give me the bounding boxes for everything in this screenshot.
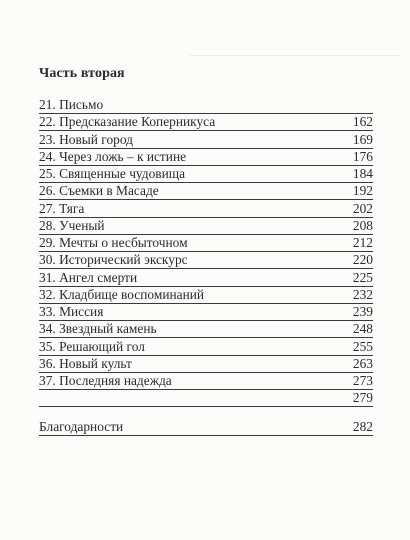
toc-entry-title: 27. Тяга [39, 200, 85, 216]
toc-entry-page: 162 [352, 114, 373, 130]
toc-entry [39, 149, 373, 165]
toc-entry-title: 37. Последняя надежда [39, 373, 172, 388]
toc-entry-page: 202 [352, 200, 373, 216]
toc-entry-page: 239 [352, 304, 373, 319]
toc-entry [39, 97, 373, 113]
toc-entry-title: 32. Кладбище воспоминаний [39, 286, 205, 302]
toc-entry-page: 248 [352, 321, 373, 337]
toc-entry-title: 22. Предсказание Коперникуса [39, 114, 216, 130]
toc-entry-title: 33. Миссия [39, 304, 104, 319]
toc-entry-page: 279 [352, 390, 373, 406]
toc-entry-page: 192 [352, 183, 373, 199]
toc-entry-page: 273 [352, 373, 373, 388]
toc-entry-underline [39, 435, 373, 436]
toc-entry-title: 29. Мечты о несбыточном [39, 235, 188, 250]
toc-entry-page: 263 [352, 355, 373, 371]
toc-entry-page: 225 [352, 269, 373, 285]
toc-entry [39, 373, 373, 389]
toc-entry-title: 23. Новый город [39, 131, 133, 147]
toc-entry [39, 132, 373, 148]
toc-entry-title: 25. Священные чудовища [39, 166, 186, 181]
toc-entry-title: 30. Исторический экскурс [39, 252, 188, 268]
toc-entry-title: 34. Звездный камень [39, 321, 157, 337]
toc-entry-page: 184 [352, 166, 373, 181]
toc-entry-title: Благодарности [39, 418, 124, 434]
toc-entry-title: 31. Ангел смерти [39, 269, 138, 285]
bleed-through-mark [190, 55, 400, 56]
toc-entry-page: 212 [352, 235, 373, 250]
toc-entry-page: 176 [352, 148, 373, 164]
toc-entry [39, 252, 373, 268]
toc-entry [39, 218, 373, 234]
toc-entry-page: 220 [352, 252, 373, 268]
toc-entry [39, 356, 373, 372]
toc-entry [39, 339, 373, 355]
section-heading: Часть вторая [39, 66, 125, 81]
toc-entry [39, 304, 373, 320]
toc-entry-page: 208 [352, 217, 373, 233]
toc-entry-page: 169 [352, 131, 373, 147]
toc-entry [39, 390, 373, 406]
toc-entry [39, 166, 373, 182]
toc-entry-underline [39, 406, 373, 407]
toc-entry [39, 287, 373, 303]
toc-entry [39, 114, 373, 130]
toc-entry [39, 201, 373, 217]
toc-entry-acknowledgements [39, 419, 373, 435]
toc-entry [39, 321, 373, 337]
toc-entry-title: 35. Решающий гол [39, 338, 145, 354]
toc-entry-title: 36. Новый культ [39, 355, 132, 371]
toc-entry [39, 235, 373, 251]
toc-entry [39, 183, 373, 199]
toc-entry-title: 21. Письмо [39, 97, 104, 112]
toc-entry-page: 255 [352, 338, 373, 354]
toc-entry-page: 232 [352, 286, 373, 302]
toc-entry [39, 270, 373, 286]
toc-entry-title: 26. Съемки в Масаде [39, 183, 159, 199]
toc-entry-title: 28. Ученый [39, 217, 105, 233]
toc-entry-page: 282 [352, 418, 373, 434]
toc-entry-title: 24. Через ложь – к истине [39, 148, 187, 164]
